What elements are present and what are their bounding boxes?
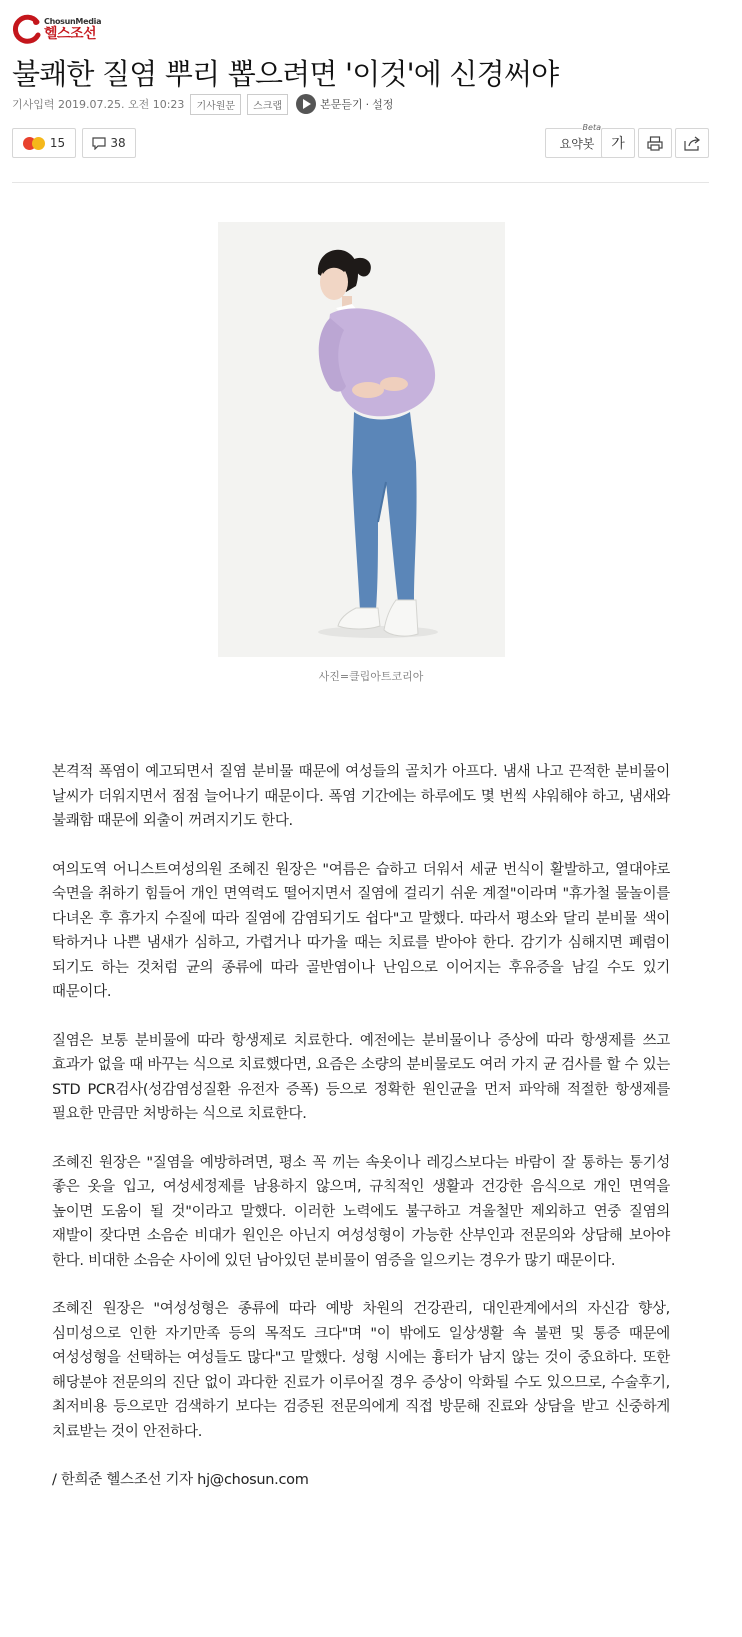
brand-logo[interactable] — [12, 14, 101, 44]
summary-label: 요약봇 — [559, 136, 595, 151]
brand-name: 헬스조선 — [44, 25, 97, 42]
article-paragraph: 여의도역 어니스트여성의원 조혜진 원장은 "여름은 습하고 더워서 세균 번식이 활발하고, 열대야로 숙면을 취하기 힘들어 개인 면역력도 떨어지면서 질염에 걸리기 쉬운 계절"이라며 "휴가철 물놀이를 다녀온 후 휴가지 수질에 따라 질염에 감염되기도 쉽다"고 말했다. 따라서 평소와 달리 분비물 색이 탁하거나 나쁜 냄새가 심하고, 가렵거나 따가울 때는 치료를 받아야 한다. 감기가 심해지면 폐렴이 되기도 하는 것처럼 균의 종류에 따라 골반염이나 난임으로 이어지는 후유증을 남길 수도 있기 때문이다. — [52, 861, 670, 1000]
article-photo — [218, 222, 505, 657]
reaction-count: 15 — [49, 136, 66, 150]
font-size-label: 가 — [611, 136, 625, 152]
share-button[interactable] — [675, 128, 709, 158]
header-divider — [12, 182, 709, 183]
woman-holding-stomach-image — [218, 222, 505, 657]
article-byline: / 한희준 헬스조선 기자 hj@chosun.com — [52, 1472, 309, 1488]
original-article-button[interactable]: 기사원문 — [190, 94, 241, 115]
article-paragraph: 조혜진 원장은 "여성성형은 종류에 따라 예방 차원의 건강관리, 대인관계에서의 자신감 향상, 심미성으로 인한 자기만족 등의 목적도 크다"며 "이 밖에도 일상생활 속 불편 및 통증 때문에 여성성형을 선택하는 여성들도 많다"고 말했다. 성형 시에는 흉터가 남지 않는 것이 중요하다. 또한 해당분야 전문의의 진단 없이 과다한 진료가 이루어질 경우 증상이 악화될 수도 있으므로, 수술후기, 최저비용 등으로만 검색하기 보다는 검증된 전문의에게 직접 방문해 진료와 상담을 받고 신중하게 치료받는 것이 안전하다. — [52, 1301, 670, 1440]
listen-label: 본문듣기 — [320, 98, 363, 111]
publish-date: 기사입력 2019.07.25. 오전 10:23 — [12, 98, 185, 111]
logo-mark-icon — [12, 14, 42, 44]
comment-icon — [92, 137, 106, 150]
comment-count: 38 — [110, 136, 126, 150]
meta-separator: · — [365, 97, 370, 111]
beta-badge: Beta — [582, 123, 601, 132]
share-icon — [684, 136, 701, 151]
print-icon — [647, 136, 663, 151]
listen-button[interactable] — [296, 94, 393, 114]
listen-settings-link[interactable]: 설정 — [372, 98, 394, 111]
article-paragraph: 조혜진 원장은 "질염을 예방하려면, 평소 꼭 끼는 속옷이나 레깅스보다는 바람이 잘 통하는 통기성 좋은 옷을 입고, 여성세정제를 남용하지 않으며, 규칙적인 생활과 건강한 음식으로 개인 면역을 높이면 도움이 될 것"이라고 말했다. 이러한 노력에도 불구하고 겨울철만 제외하고 연중 질염의 재발이 잦다면 소음순 비대가 원인은 아닌지 여성성형이 가능한 산부인과 전문의와 상담해 보아야 한다. 비대한 소음순 사이에 있던 남아있던 분비물이 염증을 일으키는 경우가 많기 때문이다. — [52, 1154, 670, 1269]
comment-button[interactable] — [82, 128, 136, 158]
font-size-button[interactable] — [601, 128, 635, 158]
play-audio-icon — [296, 94, 316, 114]
scrap-button[interactable]: 스크랩 — [247, 94, 288, 115]
article-headline: 불쾌한 질염 뿌리 뽑으려면 '이것'에 신경써야 — [12, 57, 559, 91]
article-paragraph: 질염은 보통 분비물에 따라 항생제로 치료한다. 예전에는 분비물이나 증상에 따라 항생제를 쓰고 효과가 없을 때 바꾸는 식으로 치료했다면, 요즘은 소량의 분비물로도 여러 가지 균 검사를 할 수 있는 STD PCR검사(성감염성질환 유전자 증폭) 등으로 정확한 원인균을 먼저 파악해 적절한 항생제를 필요한 만큼만 처방하는 식으로 치료한다. — [52, 1032, 670, 1122]
article-action-bar — [12, 123, 709, 158]
article-meta — [12, 94, 393, 114]
article-paragraph: 본격적 폭염이 예고되면서 질염 분비물 때문에 여성들의 골치가 아프다. 냄새 나고 끈적한 분비물이 날씨가 더워지면서 점점 늘어나기 때문이다. 폭염 기간에는 하루에도 몇 번씩 샤워해야 하고, 냄새와 불쾌함 때문에 외출이 꺼려지기도 한다. — [52, 764, 670, 829]
print-button[interactable] — [638, 128, 672, 158]
reaction-button[interactable] — [12, 128, 76, 158]
summary-bot-button[interactable] — [545, 123, 609, 158]
article-body — [52, 760, 670, 1517]
brand-media-name: ChosunMedia — [44, 16, 102, 26]
photo-caption: 사진=클립아트코리아 — [318, 670, 424, 683]
sad-emoji-icon — [32, 137, 45, 150]
